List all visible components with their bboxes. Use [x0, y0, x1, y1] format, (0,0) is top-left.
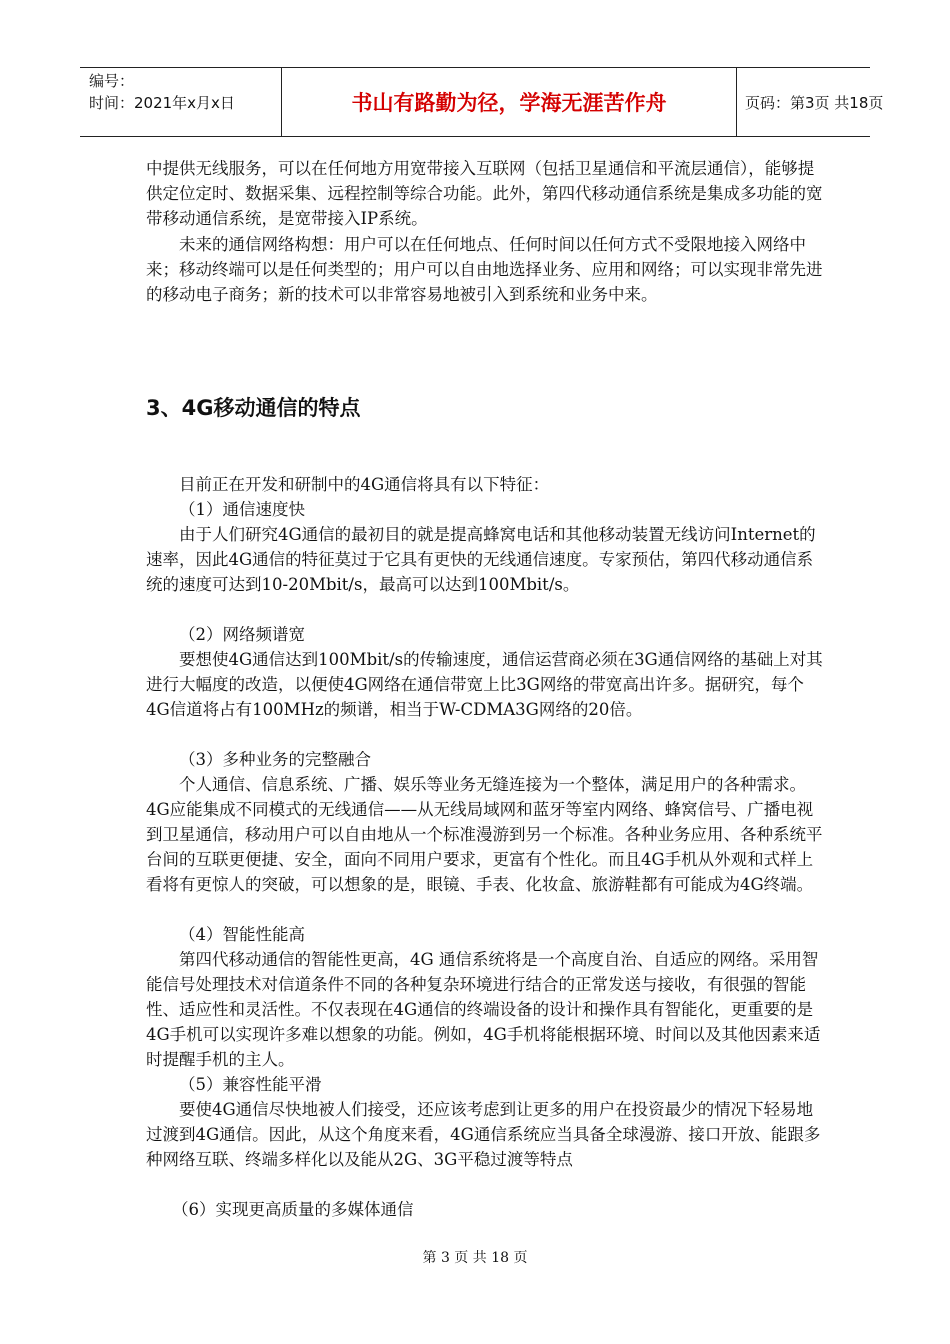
- time-label: 时间：2021年x月x日: [89, 94, 235, 112]
- page-header: [80, 67, 884, 137]
- header-motto: 书山有路勤为径，学海无涯苦作舟: [282, 68, 737, 136]
- intro-paragraph-1: 中提供无线服务，可以在任何地方用宽带接入互联网（包括卫星通信和平流层通信），能够提供定位定时、数据采集、远程控制等综合功能。此外，第四代移动通信系统是集成多功能的宽带移动通信系统，是宽带接入IP系统。: [146, 159, 823, 228]
- section-heading: 3、4G移动通信的特点: [146, 396, 361, 420]
- feature-2-title: （2）网络频谱宽: [179, 625, 305, 644]
- section-intro: 目前正在开发和研制中的4G通信将具有以下特征：: [179, 475, 550, 494]
- feature-6-title: （6）实现更高质量的多媒体通信: [172, 1200, 414, 1219]
- feature-2-body: 要想使4G通信达到100Mbit/s的传输速度，通信运营商必须在3G通信网络的基础上对其进行大幅度的改造，以便使4G网络在通信带宽上比3G网络的带宽高出许多。据研究，每个4G信道将占有100MHz的频谱，相当于W-CDMA3G网络的20倍。: [146, 650, 823, 719]
- intro-paragraph-2: 未来的通信网络构想：用户可以在任何地点、任何时间以任何方式不受限地接入网络中来；移动终端可以是任何类型的；用户可以自由地选择业务、应用和网络；可以实现非常先进的移动电子商务；新的技术可以非常容易地被引入到系统和业务中来。: [146, 235, 823, 304]
- header-page-info: 页码：第3页 共18页: [745, 93, 884, 112]
- feature-3-body: 个人通信、信息系统、广播、娱乐等业务无缝连接为一个整体，满足用户的各种需求。4G应能集成不同模式的无线通信——从无线局域网和蓝牙等室内网络、蜂窝信号、广播电视到卫星通信，移动用户可以自由地从一个标准漫游到另一个标准。各种业务应用、各种系统平台间的互联更便捷、安全，面向不同用户要求，更富有个性化。而且4G手机从外观和式样上看将有更惊人的突破，可以想象的是，眼镜、手表、化妆盒、旅游鞋都有可能成为4G终端。: [146, 775, 823, 894]
- feature-5-title: （5）兼容性能平滑: [179, 1075, 322, 1094]
- feature-5-body: 要使4G通信尽快地被人们接受，还应该考虑到让更多的用户在投资最少的情况下轻易地过渡到4G通信。因此，从这个角度来看，4G通信系统应当具备全球漫游、接口开放、能跟多种网络互联、终端多样化以及能从2G、3G平稳过渡等特点: [146, 1100, 821, 1169]
- feature-4-body: 第四代移动通信的智能性更高，4G 通信系统将是一个高度自治、自适应的网络。采用智能信号处理技术对信道条件不同的各种复杂环境进行结合的正常发送与接收，有很强的智能性、适应性和灵活性。不仅表现在4G通信的终端设备的设计和操作具有智能化，更重要的是4G手机可以实现许多难以想象的功能。例如，4G手机将能根据环境、时间以及其他因素来适时提醒手机的主人。: [146, 950, 821, 1069]
- feature-1-title: （1）通信速度快: [179, 500, 305, 519]
- page-footer: 第 3 页 共 18 页: [422, 1250, 528, 1266]
- feature-1-body: 由于人们研究4G通信的最初目的就是提高蜂窝电话和其他移动装置无线访问Internet的速率，因此4G通信的特征莫过于它具有更快的无线通信速度。专家预估，第四代移动通信系统的速度可达到10-20Mbit/s，最高可以达到100Mbit/s。: [146, 525, 816, 594]
- header-meta: [80, 68, 282, 136]
- feature-4-title: （4）智能性能高: [179, 925, 305, 944]
- feature-3-title: （3）多种业务的完整融合: [179, 750, 371, 769]
- code-label: 编号：: [89, 72, 135, 90]
